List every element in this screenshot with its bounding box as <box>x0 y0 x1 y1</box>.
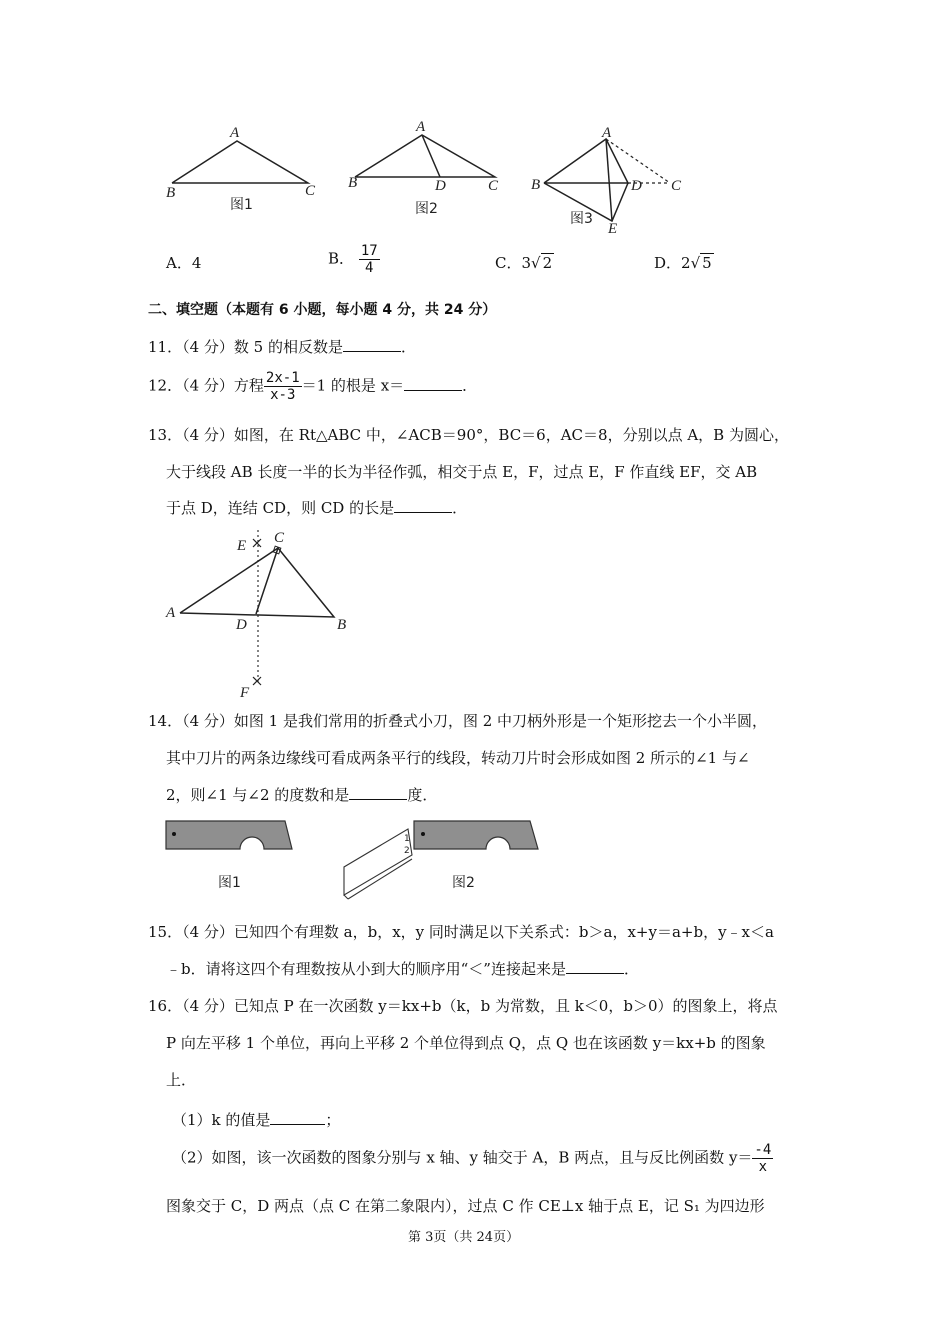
q12-den: x-3 <box>270 387 296 403</box>
fig2-label-c: C <box>488 178 499 194</box>
q13-label-d: D <box>236 617 247 633</box>
q13-label-e: E <box>237 538 247 554</box>
q13-figure <box>160 525 360 700</box>
q12-end: ． <box>462 376 478 395</box>
fig3-label-b: B <box>531 177 541 193</box>
fig1-label-c: C <box>305 183 316 199</box>
q13-line3 <box>166 498 467 518</box>
q13-label-c: C <box>274 530 285 546</box>
q14-blank[interactable] <box>349 785 407 800</box>
q12-blank[interactable] <box>404 376 462 391</box>
choice-b-den: 4 <box>365 260 374 276</box>
q14-end: 度． <box>407 786 438 804</box>
q14-line3 <box>166 785 437 805</box>
q16-sub1-text: （1）k 的值是 <box>172 1111 271 1129</box>
q11-end: ． <box>400 338 416 356</box>
q13-line3-text: 于点 D，连结 CD，则 CD 的长是 <box>166 499 395 517</box>
choice-c-letter: C． <box>495 254 522 272</box>
fig1-label-b: B <box>166 185 176 201</box>
page-footer: 第 3页（共 24页） <box>408 1230 520 1245</box>
q12-prefix: 12．（4 分）方程 <box>148 376 264 395</box>
q16-sub1-end: ； <box>325 1111 341 1129</box>
fig3-caption: 图3 <box>570 211 593 227</box>
q14-angle-2: 2 <box>404 846 410 856</box>
q13-label-f: F <box>240 685 250 700</box>
fig2-caption: 图2 <box>415 201 438 217</box>
q16-line-last: 图象交于 C，D 两点（点 C 在第二象限内），过点 C 作 CE⊥x 轴于点 E，记 S₁ 为四边形 <box>166 1197 765 1215</box>
fig2-label-a: A <box>416 119 426 135</box>
section-heading: 二、填空题（本题有 6 小题，每小题 4 分，共 24 分） <box>148 302 497 318</box>
q14-line3-text: 2，则∠1 与∠2 的度数和是 <box>166 786 350 804</box>
choice-b-letter: B． <box>328 249 355 268</box>
q11-text: 11．（4 分）数 5 的相反数是 <box>148 338 343 356</box>
q16-sub2 <box>172 1142 773 1175</box>
choice-a-letter: A． <box>166 254 192 272</box>
q13-triangle-svg <box>160 525 360 700</box>
choice-c[interactable] <box>495 253 554 273</box>
q16-sub2-prefix: （2）如图，该一次函数的图象分别与 x 轴、y 轴交于 A，B 两点，且与反比例函数 y＝ <box>172 1148 753 1167</box>
fig3-label-d: D <box>631 178 642 194</box>
fig1-label-a: A <box>230 125 240 141</box>
sqrt-icon: √ <box>690 254 701 272</box>
q12-fraction <box>264 370 302 403</box>
choice-d[interactable] <box>654 253 714 273</box>
fig3-label-c: C <box>671 178 682 194</box>
q16-sub2-num: -4 <box>754 1142 772 1158</box>
q16-sub2-fraction <box>752 1142 773 1175</box>
choice-a[interactable] <box>166 253 201 273</box>
q14-fig2-caption: 图2 <box>452 875 475 891</box>
question-11 <box>148 337 416 357</box>
q14-fig1-caption: 图1 <box>218 875 241 891</box>
question-12 <box>148 370 477 403</box>
q14-figures <box>160 815 560 907</box>
q14-line2: 其中刀片的两条边缘线可看成两条平行的线段，转动刀片时会形成如图 2 所示的∠1 与∠ <box>166 749 750 767</box>
choice-d-coef: 2 <box>681 254 691 272</box>
q15-line2-text: ﹣b．请将这四个有理数按从小到大的顺序用“＜”连接起来是 <box>166 960 566 978</box>
q12-suffix: ＝1 的根是 x＝ <box>301 376 405 395</box>
fig3-label-a: A <box>602 125 612 141</box>
q11-blank[interactable] <box>343 337 401 352</box>
q14-line1: 14．（4 分）如图 1 是我们常用的折叠式小刀，图 2 中刀柄外形是一个矩形挖去一个小半圆， <box>148 712 768 730</box>
q16-line3: 上． <box>166 1071 197 1089</box>
triangle-figures <box>150 115 710 240</box>
q16-line2: P 向左平移 1 个单位，再向上平移 2 个单位得到点 Q，点 Q 也在该函数 y＝kx+b 的图象 <box>166 1034 766 1052</box>
sqrt-icon: √ <box>531 254 541 272</box>
choice-b-num: 17 <box>360 243 378 259</box>
q13-label-b: B <box>337 617 347 633</box>
q12-num: 2x-1 <box>265 370 300 386</box>
q13-blank[interactable] <box>394 498 452 513</box>
q13-label-a: A <box>166 605 176 621</box>
q13-end: ． <box>452 499 468 517</box>
q16-sub1-blank[interactable] <box>270 1110 325 1125</box>
q16-line1: 16．（4 分）已知点 P 在一次函数 y＝kx+b（k，b 为常数，且 k＜0，b＞0）的图象上，将点 <box>148 997 778 1015</box>
q15-line1: 15．（4 分）已知四个有理数 a，b，x，y 同时满足以下关系式：b＞a，x+y＝a+b，y﹣x＜a <box>148 923 774 941</box>
fig2-label-b: B <box>348 175 358 191</box>
fig1-caption: 图1 <box>230 197 253 213</box>
choice-d-radicand: 5 <box>702 254 712 272</box>
q14-angle-1: 1 <box>404 834 410 844</box>
top-figures <box>150 115 710 240</box>
fig2-label-d: D <box>435 178 446 194</box>
choice-c-coef: 3 <box>521 254 532 272</box>
fig3-label-e: E <box>608 221 618 237</box>
choice-b[interactable] <box>328 243 380 276</box>
choice-d-letter: D． <box>654 254 682 272</box>
q15-end: ． <box>623 960 639 978</box>
q16-sub1 <box>172 1110 340 1130</box>
q15-blank[interactable] <box>566 959 624 974</box>
q16-sub2-den: x <box>758 1159 768 1175</box>
q13-line2: 大于线段 AB 长度一半的长为半径作弧，相交于点 E，F，过点 E，F 作直线 EF，交 AB <box>166 463 758 481</box>
choice-a-value: 4 <box>191 254 202 272</box>
q13-line1: 13．（4 分）如图，在 Rt△ABC 中，∠ACB＝90°，BC＝6，AC＝8，分别以点 A，B 为圆心， <box>148 426 789 444</box>
q15-line2 <box>166 959 639 979</box>
choice-b-fraction <box>359 243 380 276</box>
choice-c-radicand: 2 <box>542 254 553 272</box>
q14-knife-svg <box>160 815 560 907</box>
